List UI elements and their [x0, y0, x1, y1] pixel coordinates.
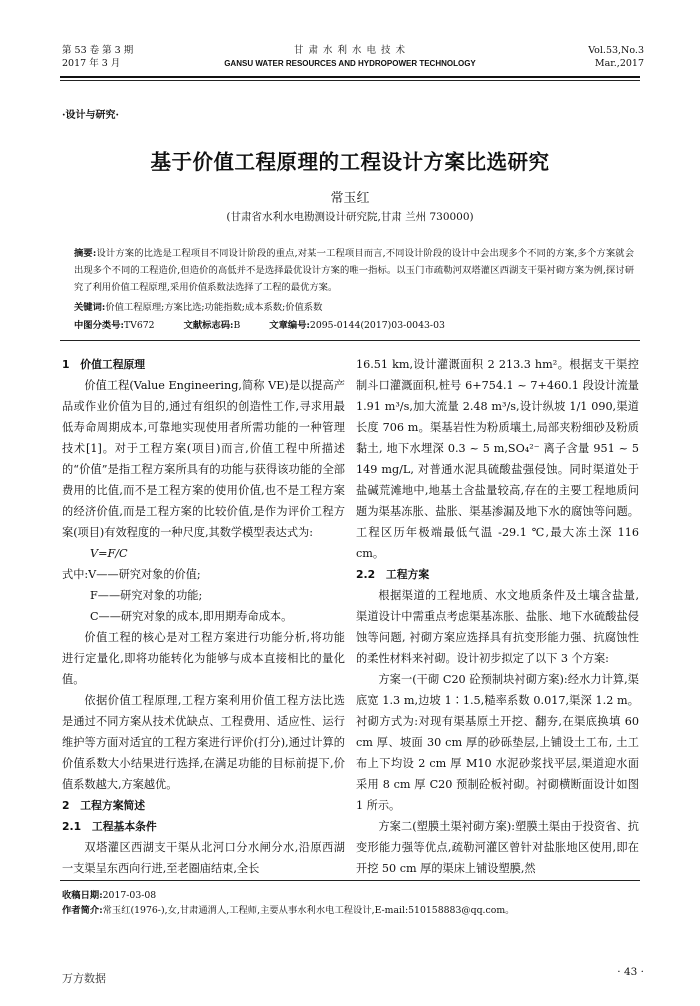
author-name: 常玉红 — [330, 191, 370, 206]
running-header-left — [62, 44, 133, 70]
author-bio: 作者简介:常玉红(1976-),女,甘肃通渭人,工程师,主要从事水利水电工程设计,E-mail:510158883@qq.com。 — [62, 905, 515, 916]
document-code: 文献标志码:B — [183, 320, 241, 331]
issue-date-en: Mar.,2017 — [594, 58, 644, 69]
paragraph: 16.51 km,设计灌溉面积 2 213.3 hm²。根据支干渠控制斗口灌溉面积,桩号 6+754.1 ~ 7+460.1 段设计流量 1.91 m³/s,加大流量 2.48 m³/s,设计纵坡 1/1 090,渠道长度 706 m。渠基岩性为粉质壤土,局部夹粉细砂及粉质黏土, 地下水埋深 0.3 ~ 5 m,SO₄²⁻ 离子含量 951 ~ 5 149 mg/L, 对普通水泥具硫酸盐强侵蚀。同时渠道处于盐碱荒滩地中,地基土含盐量较高,存在的主要工程地质问题为渠基冻胀、盐胀、渠基渗漏及地下水的腐蚀等问题。工程区历年极端最低气温 -29.1 ℃,最大冻土深 116 cm。 — [356, 358, 639, 560]
definition-v: 式中:V——研究对象的价值; — [62, 568, 201, 581]
wanfang-watermark: 万方数据 — [62, 972, 106, 985]
heading-2-2: 2.2 工程方案 — [356, 568, 430, 581]
formula: V=F/C — [90, 547, 128, 560]
section-tag: ·设计与研究· — [62, 110, 119, 121]
paragraph: 方案一(干砌 C20 砼预制块衬砌方案):经水力计算,渠底宽 1.3 m,边坡 1∶1.5,糙率系数 0.017,渠深 1.2 m。衬砌方式为:对现有渠基原土开挖、翻夯,在渠底换填 60 cm 厚、坡面 30 cm 厚的砂砾垫层,上铺设土工布, 土工布上下均设 2 cm 厚 M10 水泥砂浆找平层,渠道迎水面采用 8 cm 厚 C20 预制砼板衬砌。衬砌横断面设计如图 1 所示。 — [356, 673, 639, 812]
classification-line — [74, 317, 471, 331]
left-column — [62, 354, 345, 879]
paragraph: 根据渠道的工程地质、水文地质条件及土壤含盐量,渠道设计中需重点考虑渠基冻胀、盐胀、地下水硫酸盐侵蚀等问题, 衬砌方案应选择具有抗变形能力强、抗腐蚀性的柔性材料来衬砌。设计初步拟定了以下 3 个方案: — [356, 589, 639, 665]
journal-name-cn: 甘 肃 水 利 水 电 技 术 — [293, 45, 407, 56]
abstract-text: 设计方案的比选是工程项目不同设计阶段的重点,对某一工程项目而言,不同设计阶段的设计中会出现多个不同的方案,多个方案就会出现多个不同的工程造价,但造价的高低并不是选择最优设计方案的唯一指标。以玉门市疏勒河双塔灌区西湖支干渠衬砌方案为例,探讨研究了利用价值工程原理,采用价值系数法选择了工程的最优方案。 — [74, 248, 634, 293]
definition-c: C——研究对象的成本,即用期寿命成本。 — [90, 610, 293, 623]
paragraph: 价值工程(Value Engineering,简称 VE)是以提高产品或作业价值为目的,通过有组织的创造性工作,寻求用最低寿命周期成本,可靠地实现使用者所需功能的一种管理技术[1]。对于工程方案(项目)而言,价值工程中所描述的“价值”是指工程方案所具有的功能与获得该功能的全部费用的比值,而不是工程方案的使用价值,也不是工程方案的经济价值,而是工程方案的比较价值,是作为评价工程方案(项目)有效程度的一种尺度,其数学模型表达式为: — [62, 379, 345, 539]
article-number: 文章编号:2095-0144(2017)03-0043-03 — [269, 320, 445, 331]
heading-1: 1 价值工程原理 — [62, 358, 146, 371]
definition-f: F——研究对象的功能; — [90, 589, 203, 602]
abstract — [74, 245, 634, 296]
paragraph: 方案二(塑膜土渠衬砌方案):塑膜土渠由于投资省、抗变形能力强等优点,疏勒河灌区曾针对盐胀地区使用,即在开挖 50 cm 厚的渠床上铺设塑膜,然 — [356, 820, 639, 875]
right-column — [356, 354, 639, 879]
footnote — [62, 888, 642, 918]
paragraph: 双塔灌区西湖支干渠从北河口分水闸分水,沿原西湖一支渠呈东西向行进,至老圈庙结束,全长 — [62, 841, 345, 875]
keywords-label: 关键词: — [74, 302, 106, 313]
page-number: · 43 · — [617, 966, 644, 978]
affiliation: (甘肃省水利水电勘测设计研究院,甘肃 兰州 730000) — [226, 211, 474, 223]
paragraph: 依据价值工程原理,工程方案利用价值工程方法比选是通过不同方案从技术优缺点、工程费用、适应性、运行维护等方面对适宜的工程方案进行评价(打分),通过计算的价值系数大小结果进行选择,在满足功能的目标前提下,价值系数越大,方案越优。 — [62, 694, 345, 791]
volume-issue-en: Vol.53,No.3 — [588, 45, 644, 56]
heading-2-1: 2.1 工程基本条件 — [62, 820, 157, 833]
paper-title: 基于价值工程原理的工程设计方案比选研究 — [150, 150, 550, 174]
abstract-rule — [60, 340, 640, 341]
heading-2: 2 工程方案简述 — [62, 799, 146, 812]
header-rule-thin — [60, 80, 640, 81]
paragraph: 价值工程的核心是对工程方案进行功能分析,将功能进行定量化,即将功能转化为能够与成本直接相比的量化值。 — [62, 631, 345, 686]
keywords-text: 价值工程原理;方案比选;功能指数;成本系数;价值系数 — [105, 302, 323, 313]
journal-name-en: GANSU WATER RESOURCES AND HYDROPOWER TECHNOLOGY — [224, 59, 476, 68]
header-rule-thick — [60, 76, 640, 78]
footnote-rule — [60, 880, 640, 881]
clc-number: 中图分类号:TV672 — [74, 320, 155, 331]
issue-date: 2017 年 3 月 — [62, 58, 121, 69]
volume-issue: 第 53 卷 第 3 期 — [62, 45, 134, 56]
abstract-label: 摘要: — [74, 248, 97, 259]
running-header-right — [588, 44, 644, 70]
running-header-center — [200, 44, 500, 70]
received-date: 收稿日期:2017-03-08 — [62, 890, 157, 901]
keywords — [74, 299, 322, 313]
